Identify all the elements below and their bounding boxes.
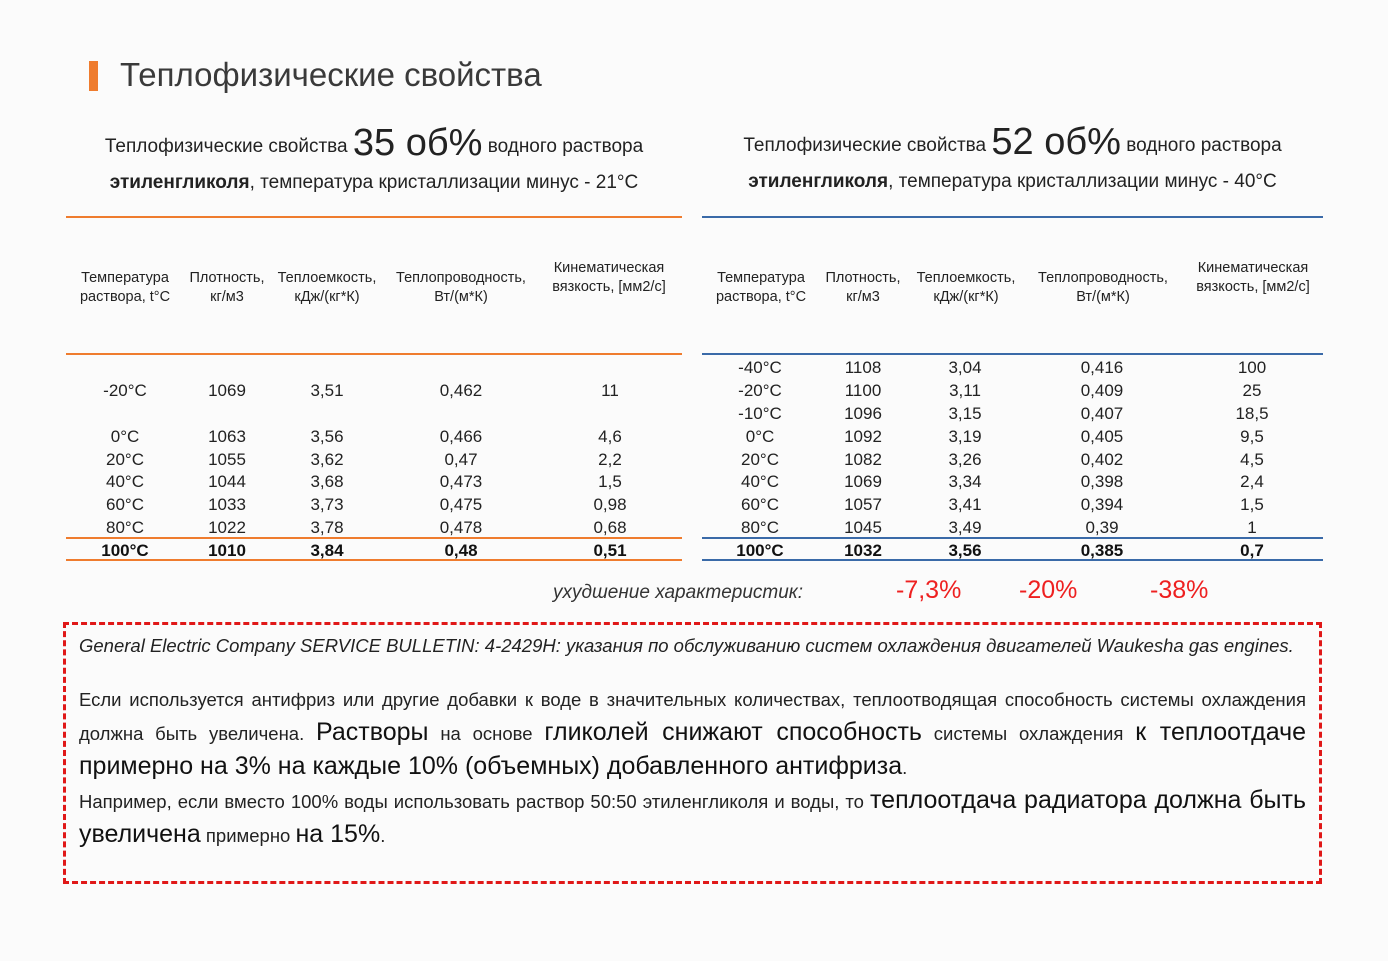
table-row: [702, 516, 1322, 539]
right-header-conductivity: Теплопроводность, Вт/(м*К): [1038, 270, 1168, 305]
right-crystallization: , температура кристаллизации минус - 40°С: [888, 171, 1277, 192]
cell-heat-capacity: 3,84: [310, 541, 344, 560]
cell-conductivity: 0,466: [439, 427, 483, 446]
cell-density: 1045: [844, 518, 882, 537]
left-rule-header: [66, 353, 682, 355]
cell-heat-capacity: 3,19: [948, 427, 982, 446]
cell-conductivity: 0,47: [444, 450, 478, 469]
bulletin-p2-e: .: [380, 825, 386, 846]
cell-heat-capacity: 3,56: [310, 427, 344, 446]
bulletin-p1-f: к теплоотдаче примерно на 3% на каждые 10% (объемных) добавленного антифриза: [79, 718, 1307, 780]
cell-viscosity: 0,98: [593, 495, 627, 514]
left-rule-top: [66, 216, 682, 218]
cell-conductivity: 0,405: [1080, 427, 1124, 446]
cell-conductivity: 0,39: [1085, 518, 1119, 537]
cell-viscosity: 11: [601, 381, 619, 400]
cell-heat-capacity: 3,11: [949, 381, 981, 400]
left-concentration: 35 об%: [352, 122, 483, 164]
left-substance: этиленгликоля: [109, 172, 250, 193]
cell-viscosity: 1,5: [598, 472, 622, 491]
table-row: [702, 493, 1322, 516]
table-row-highlight: [702, 539, 1322, 562]
cell-conductivity: 0,385: [1080, 541, 1124, 560]
bulletin-paragraph-2: [79, 784, 1306, 852]
left-header-density: Плотность, кг/м3: [189, 270, 265, 305]
cell-heat-capacity: 3,34: [948, 472, 982, 491]
left-caption-prefix: Теплофизические свойства: [104, 136, 348, 157]
cell-viscosity: 100: [1237, 358, 1267, 377]
right-rule-top: [702, 216, 1323, 218]
cell-heat-capacity: 3,26: [948, 450, 982, 469]
table-row: [66, 493, 682, 516]
right-caption-suffix: водного раствора: [1126, 135, 1282, 156]
cell-heat-capacity: 3,68: [310, 472, 344, 491]
cell-temperature: -20°С: [738, 381, 782, 400]
bulletin-p2-b: теплоотдача радиатора должна быть увеличена: [79, 786, 1306, 848]
right-header-density: Плотность, кг/м3: [825, 270, 901, 305]
left-caption-suffix: водного раствора: [487, 136, 644, 157]
table-row: [66, 448, 682, 471]
cell-conductivity: 0,473: [439, 472, 483, 491]
cell-density: 1069: [208, 381, 246, 400]
bulletin-p2-d: на 15%: [295, 820, 381, 848]
cell-temperature: 60°С: [106, 495, 144, 514]
cell-conductivity: 0,394: [1080, 495, 1124, 514]
left-header-heat-capacity: Теплоемкость, кДж/(кг*К): [277, 270, 377, 305]
cell-conductivity: 0,416: [1080, 358, 1124, 377]
cell-temperature: 20°С: [106, 450, 144, 469]
cell-viscosity: 0,51: [593, 541, 627, 560]
table-row: [66, 379, 682, 402]
bulletin-p1-b: Растворы: [316, 718, 429, 746]
bulletin-p1-d: гликолей снижают способность: [544, 718, 922, 746]
cell-conductivity: 0,478: [439, 518, 483, 537]
cell-viscosity: 25: [1242, 381, 1262, 400]
cell-temperature: 80°С: [106, 518, 144, 537]
left-crystallization: , температура кристаллизации минус - 21°С: [249, 172, 639, 193]
right-substance: этиленгликоля: [748, 171, 889, 192]
cell-temperature: 80°С: [741, 518, 779, 537]
cell-viscosity: 0,68: [593, 518, 627, 537]
cell-density: 1096: [844, 404, 882, 423]
cell-density: 1010: [208, 541, 246, 560]
cell-temperature: 40°С: [741, 472, 779, 491]
cell-viscosity: 4,6: [598, 427, 622, 446]
bulletin-p1-e: системы охлаждения: [933, 723, 1124, 744]
cell-density: 1055: [208, 450, 246, 469]
cell-density: 1022: [208, 518, 246, 537]
degradation-heat-capacity: -7,3%: [896, 576, 962, 604]
cell-viscosity: 2,2: [598, 450, 622, 469]
cell-conductivity: 0,402: [1080, 450, 1124, 469]
table-row: [66, 470, 682, 493]
cell-heat-capacity: 3,73: [310, 495, 344, 514]
left-header-viscosity: Кинематическая вязкость, [мм2/с]: [552, 260, 666, 295]
cell-density: 1033: [208, 495, 246, 514]
right-header-heat-capacity: Теплоемкость, кДж/(кг*К): [916, 270, 1016, 305]
table-row: [702, 425, 1322, 448]
table-row: [702, 448, 1322, 471]
cell-viscosity: 9,5: [1240, 427, 1264, 446]
cell-temperature: -20°С: [103, 381, 147, 400]
cell-temperature: -40°С: [738, 358, 782, 377]
cell-heat-capacity: 3,51: [310, 381, 344, 400]
title-accent-bar: [89, 61, 98, 91]
table-row: [702, 470, 1322, 493]
bulletin-p1-g: .: [902, 757, 908, 778]
bulletin-citation: General Electric Company SERVICE BULLETIN: 4-2429H: указания по обслуживанию систем охлаждения двигателей Waukesha gas engines.: [79, 635, 1294, 656]
bulletin-paragraph-1: [79, 683, 1306, 784]
cell-conductivity: 0,407: [1080, 404, 1124, 423]
cell-viscosity: 18,5: [1235, 404, 1269, 423]
table-row: [66, 425, 682, 448]
cell-density: 1069: [844, 472, 882, 491]
cell-density: 1057: [844, 495, 882, 514]
cell-conductivity: 0,409: [1080, 381, 1124, 400]
right-rule-header: [702, 353, 1323, 355]
right-header-temperature: Температура раствора, t°С: [715, 270, 807, 305]
right-table-caption: [702, 122, 1323, 198]
left-header-temperature: Температура раствора, t°С: [79, 270, 171, 305]
cell-viscosity: 1,5: [1240, 495, 1264, 514]
cell-conductivity: 0,462: [439, 381, 483, 400]
bulletin-p1-c: на основе: [440, 723, 533, 744]
cell-conductivity: 0,398: [1080, 472, 1124, 491]
cell-viscosity: 0,7: [1240, 541, 1264, 560]
degradation-conductivity: -20%: [1019, 576, 1078, 604]
bulletin-p2-a: Например, если вместо 100% воды использовать раствор 50:50 этиленгликоля и воды, то: [79, 791, 864, 812]
cell-temperature: 60°С: [741, 495, 779, 514]
cell-heat-capacity: 3,49: [948, 518, 982, 537]
cell-heat-capacity: 3,15: [948, 404, 982, 423]
cell-temperature: 20°С: [741, 450, 779, 469]
cell-conductivity: 0,475: [439, 495, 483, 514]
cell-heat-capacity: 3,56: [948, 541, 982, 560]
right-header-viscosity: Кинематическая вязкость, [мм2/с]: [1196, 260, 1310, 295]
page-title: Теплофизические свойства: [120, 56, 542, 93]
table-row: [702, 379, 1322, 402]
cell-density: 1032: [844, 541, 882, 560]
cell-heat-capacity: 3,62: [310, 450, 344, 469]
cell-density: 1082: [844, 450, 882, 469]
cell-temperature: -10°С: [738, 404, 782, 423]
table-row: [66, 516, 682, 539]
bulletin-p2-c: примерно: [205, 825, 291, 846]
degradation-label: ухудшение характеристик:: [553, 582, 804, 603]
left-table-caption: [66, 123, 682, 199]
bulletin-p1-a: Если используется антифриз или другие добавки к воде в значительных количествах, теплоотводящая способность системы охлаждения должна быть увеличена.: [79, 689, 1306, 744]
cell-viscosity: 1: [1247, 518, 1257, 537]
cell-heat-capacity: 3,41: [948, 495, 982, 514]
service-bulletin-box: [63, 622, 1322, 884]
table-row: [702, 402, 1322, 425]
cell-heat-capacity: 3,78: [310, 518, 344, 537]
cell-density: 1108: [844, 358, 882, 377]
cell-density: 1092: [844, 427, 882, 446]
degradation-viscosity: -38%: [1150, 576, 1209, 604]
cell-density: 1063: [208, 427, 246, 446]
cell-conductivity: 0,48: [444, 541, 478, 560]
cell-temperature: 40°С: [106, 472, 144, 491]
cell-heat-capacity: 3,04: [948, 358, 982, 377]
cell-density: 1100: [844, 381, 882, 400]
cell-temperature: 100°С: [101, 541, 149, 560]
cell-temperature: 100°С: [736, 541, 784, 560]
table-row-highlight: [66, 539, 682, 562]
table-row: [702, 356, 1322, 379]
right-concentration: 52 об%: [991, 121, 1121, 163]
cell-density: 1044: [208, 472, 246, 491]
left-header-conductivity: Теплопроводность, Вт/(м*К): [396, 270, 526, 305]
cell-temperature: 0°С: [110, 427, 140, 446]
cell-temperature: 0°С: [745, 427, 775, 446]
cell-viscosity: 2,4: [1240, 472, 1264, 491]
right-caption-prefix: Теплофизические свойства: [743, 135, 987, 156]
cell-viscosity: 4,5: [1240, 450, 1264, 469]
